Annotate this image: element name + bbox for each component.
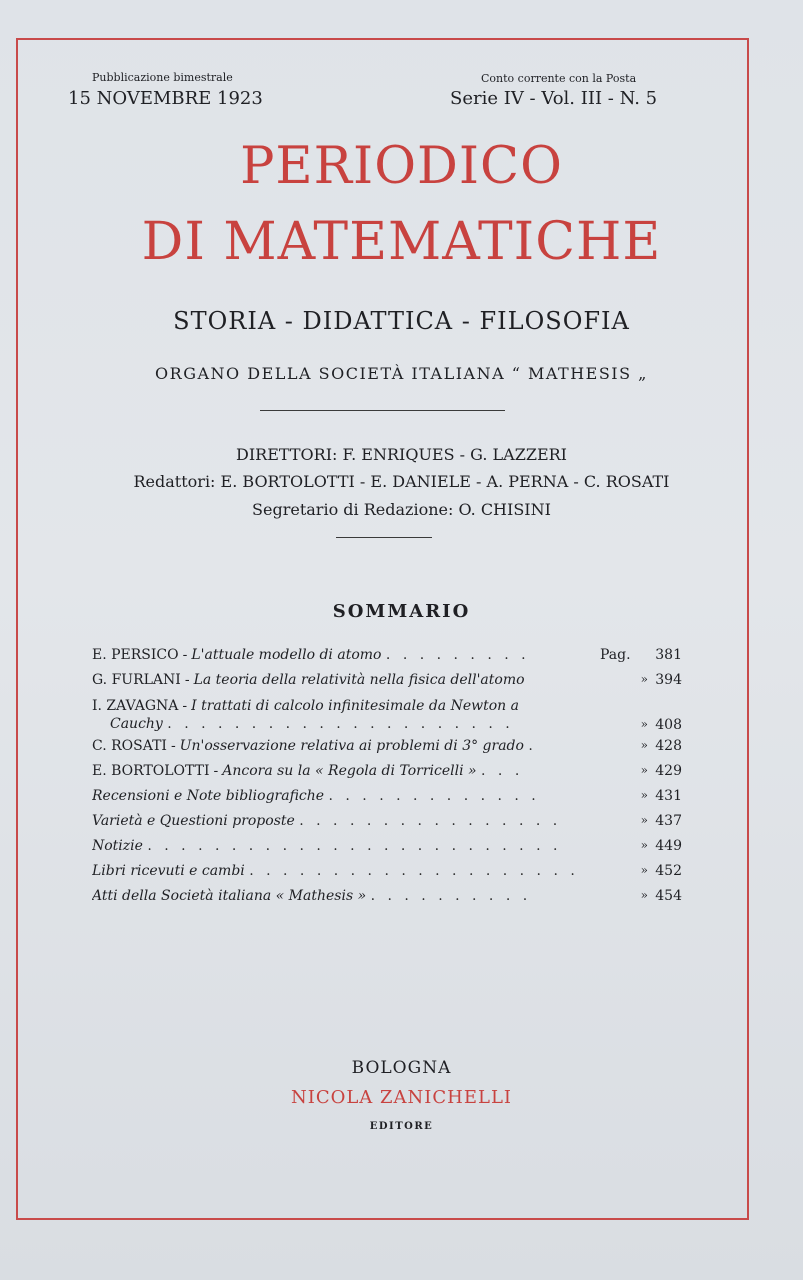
toc-entry: I. ZAVAGNA - I trattati di calcolo infinitesimale da Newton a Cauchy . . . . . . . . . . . . . . . . . . . . . bbox=[92, 698, 519, 732]
toc-row bbox=[92, 672, 682, 696]
toc-title: Un'osservazione relativa ai problemi di 3° grado bbox=[179, 738, 524, 754]
toc-title: Recensioni e Note bibliografiche bbox=[92, 788, 325, 804]
toc-author: E. BORTOLOTTI bbox=[92, 763, 210, 779]
toc-page-number: 431 bbox=[655, 788, 682, 804]
publication-frequency: Pubblicazione bimestrale bbox=[92, 71, 233, 84]
organization-line: ORGANO DELLA SOCIETÀ ITALIANA “ MATHESIS „ bbox=[155, 364, 648, 383]
toc-page-number: 428 bbox=[655, 738, 682, 754]
journal-title-line-1: PERIODICO bbox=[240, 137, 563, 196]
toc-title: L'attuale modello di atomo bbox=[191, 647, 382, 663]
postal-account-note: Conto corrente con la Posta bbox=[481, 72, 637, 85]
toc-row bbox=[92, 647, 682, 671]
toc-entry bbox=[92, 838, 614, 854]
toc-page-number: 381 bbox=[655, 647, 682, 663]
toc-title: I trattati di calcolo infinitesimale da Newton a bbox=[191, 698, 519, 714]
toc-row bbox=[92, 888, 682, 912]
toc-entry: E. BORTOLOTTI - Ancora su la « Regola di Torricelli » . . . bbox=[92, 763, 524, 779]
toc-title: Notizie bbox=[92, 838, 143, 854]
toc-leader-dots: . . . . . . . . . bbox=[385, 647, 530, 663]
toc-page-marker: » bbox=[640, 838, 648, 852]
toc-row bbox=[92, 763, 682, 787]
toc-page-number: 429 bbox=[655, 763, 682, 779]
toc-entry bbox=[92, 813, 614, 829]
toc-row bbox=[92, 813, 682, 837]
summary-title: SOMMARIO bbox=[332, 601, 471, 622]
lower-divider bbox=[336, 537, 432, 538]
toc-entry: G. FURLANI - La teoria della relatività nella fisica dell'atomo bbox=[92, 672, 525, 688]
toc-leader-dots: . bbox=[528, 738, 537, 754]
toc-author: I. ZAVAGNA bbox=[92, 698, 179, 714]
journal-subtitle: STORIA - DIDATTICA - FILOSOFIA bbox=[173, 307, 630, 335]
publisher-role: EDITORE bbox=[369, 1121, 434, 1132]
toc-row bbox=[92, 788, 682, 812]
toc-author: C. ROSATI bbox=[92, 738, 167, 754]
toc-title: La teoria della relatività nella fisica dell'atomo bbox=[193, 672, 525, 688]
toc-entry: C. ROSATI - Un'osservazione relativa ai problemi di 3° grado . bbox=[92, 738, 537, 754]
toc-title: Atti della Società italiana « Mathesis » bbox=[92, 888, 367, 904]
journal-title-line-2: DI MATEMATICHE bbox=[141, 212, 662, 272]
toc-leader-dots: . . . bbox=[481, 763, 524, 779]
toc-page-marker: Pag. bbox=[600, 647, 631, 663]
toc-entry bbox=[92, 888, 614, 904]
toc-leader-dots: . . . . . . . . . . . . . . . . . . . . bbox=[249, 863, 579, 879]
toc-entry: E. PERSICO - L'attuale modello di atomo . . . . . . . . . bbox=[92, 647, 530, 663]
toc-page-number: 454 bbox=[655, 888, 682, 904]
toc-row bbox=[92, 863, 682, 887]
toc-author: E. PERSICO bbox=[92, 647, 179, 663]
toc-leader-dots: . . . . . . . . . . bbox=[370, 888, 532, 904]
toc-row bbox=[92, 738, 682, 762]
toc-leader-dots: . . . . . . . . . . . . . . . . bbox=[299, 813, 562, 829]
secretary-line: Segretario di Redazione: O. CHISINI bbox=[252, 500, 551, 519]
upper-divider bbox=[260, 410, 505, 411]
toc-page-number: 394 bbox=[655, 672, 682, 688]
toc-author: G. FURLANI bbox=[92, 672, 181, 688]
publication-city: BOLOGNA bbox=[351, 1058, 452, 1078]
toc-entry bbox=[92, 788, 614, 804]
toc-page-number: 452 bbox=[655, 863, 682, 879]
toc-page-marker: » bbox=[640, 738, 648, 752]
toc-page-marker: » bbox=[640, 813, 648, 827]
issue-date: 15 NOVEMBRE 1923 bbox=[68, 88, 263, 109]
toc-page-marker: » bbox=[640, 788, 648, 802]
toc-title: Varietà e Questioni proposte bbox=[92, 813, 295, 829]
toc-page-number: 408 bbox=[655, 717, 682, 733]
toc-page-number: 449 bbox=[655, 838, 682, 854]
editors-line: Redattori: E. BORTOLOTTI - E. DANIELE - A. PERNA - C. ROSATI bbox=[133, 472, 670, 491]
toc-title: Ancora su la « Regola di Torricelli » bbox=[222, 763, 477, 779]
toc-page-marker: » bbox=[640, 863, 648, 877]
series-volume-number: Serie IV - Vol. III - N. 5 bbox=[450, 88, 658, 109]
toc-leader-dots: . . . . . . . . . . . . . bbox=[328, 788, 540, 804]
toc-page-number: 437 bbox=[655, 813, 682, 829]
toc-row bbox=[92, 697, 682, 737]
toc-page-marker: » bbox=[640, 672, 648, 686]
directors-line: DIRETTORI: F. ENRIQUES - G. LAZZERI bbox=[236, 445, 567, 464]
toc-page-marker: » bbox=[640, 888, 648, 902]
toc-entry bbox=[92, 863, 614, 879]
toc-page-marker: » bbox=[640, 717, 648, 731]
toc-title-continuation: Cauchy bbox=[110, 716, 163, 732]
toc-title: Libri ricevuti e cambi bbox=[92, 863, 245, 879]
publisher-name: NICOLA ZANICHELLI bbox=[290, 1087, 513, 1108]
toc-leader-dots: . . . . . . . . . . . . . . . . . . . . . bbox=[167, 716, 514, 732]
toc-row bbox=[92, 838, 682, 862]
toc-page-marker: » bbox=[640, 763, 648, 777]
toc-leader-dots: . . . . . . . . . . . . . . . . . . . . . . . . . bbox=[147, 838, 562, 854]
